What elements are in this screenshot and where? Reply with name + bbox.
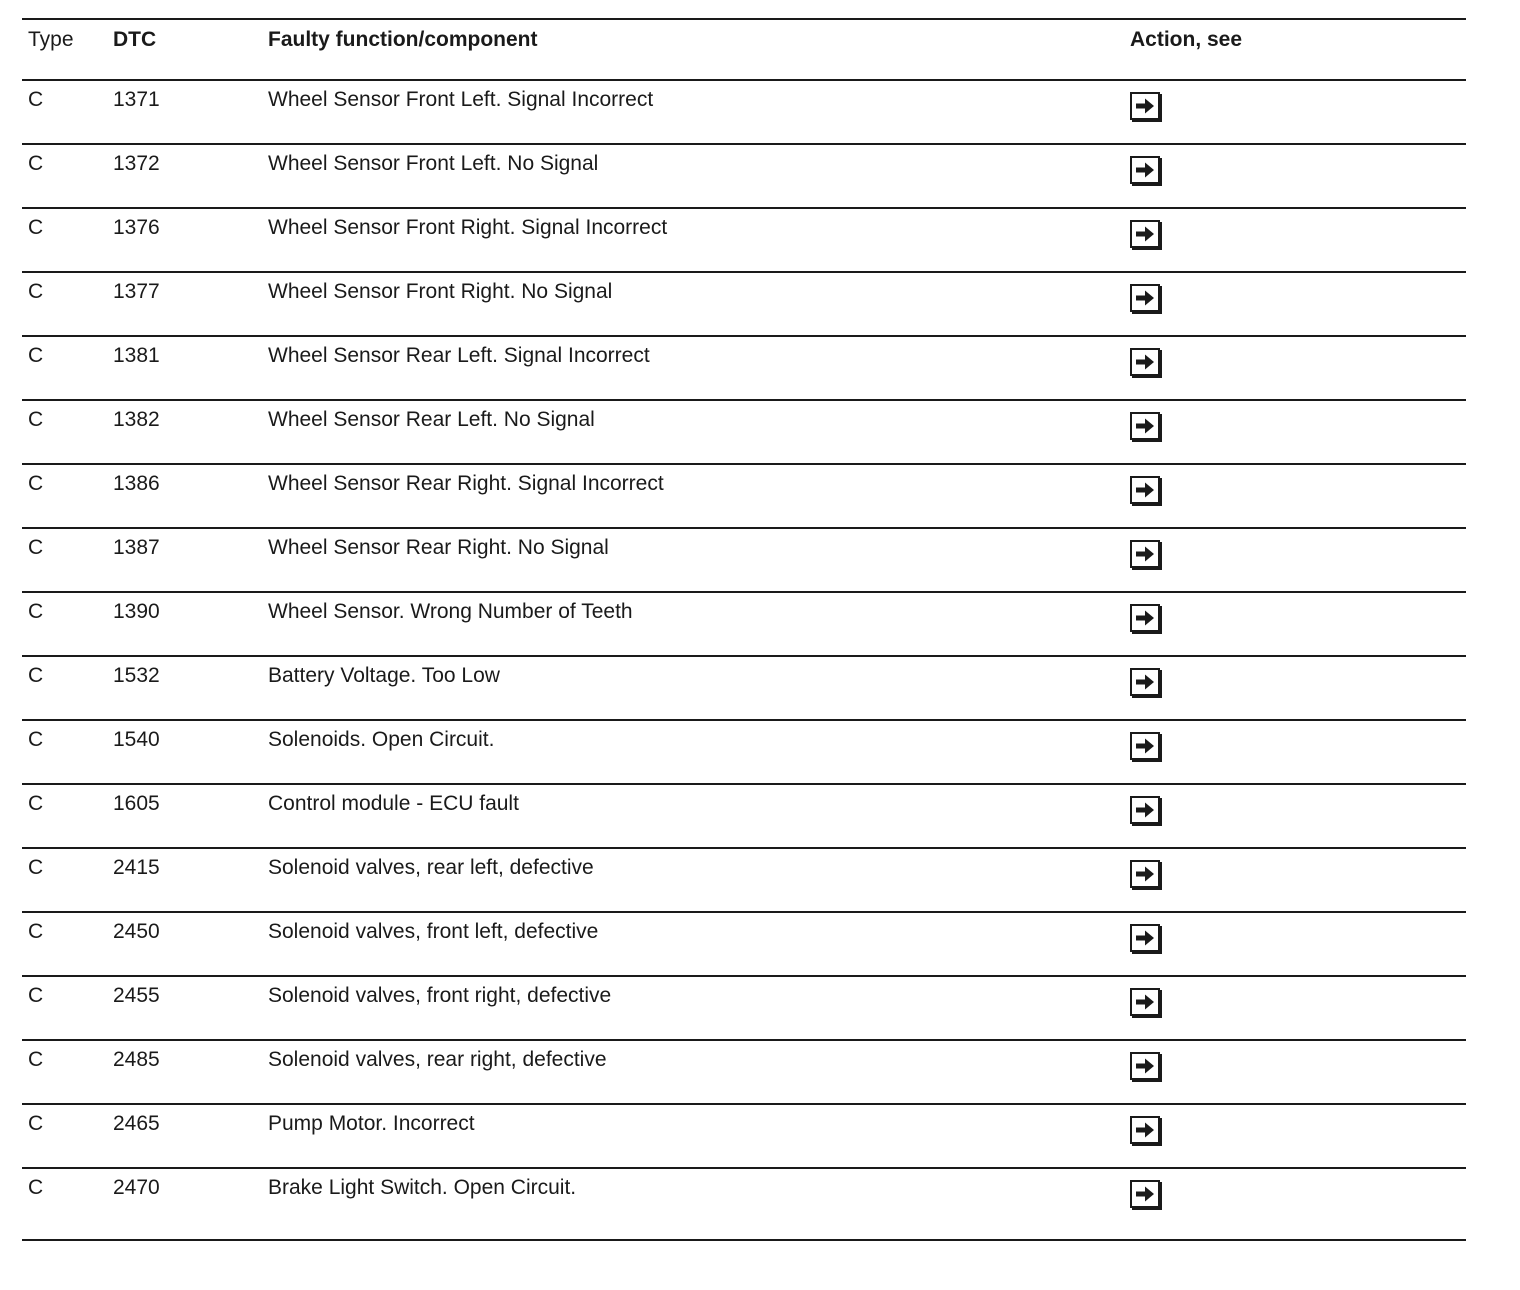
row-dtc: 1387 — [113, 536, 160, 559]
arrow-right-icon — [1135, 673, 1155, 691]
row-dtc: 1376 — [113, 216, 160, 239]
arrow-right-icon — [1135, 801, 1155, 819]
row-type: C — [28, 792, 44, 815]
row-dtc: 1371 — [113, 88, 160, 111]
row-function: Solenoids. Open Circuit. — [268, 728, 495, 751]
row-type: C — [28, 536, 44, 559]
action-link-button[interactable] — [1130, 156, 1160, 184]
table-row — [22, 465, 1466, 529]
row-function: Brake Light Switch. Open Circuit. — [268, 1176, 577, 1199]
row-type: C — [28, 920, 44, 943]
arrow-right-icon — [1135, 929, 1155, 947]
row-type: C — [28, 216, 44, 239]
arrow-right-icon — [1135, 993, 1155, 1011]
row-type: C — [28, 472, 44, 495]
row-function: Wheel Sensor Front Right. Signal Incorrect — [268, 216, 668, 239]
row-function: Wheel Sensor Front Left. Signal Incorrect — [268, 88, 654, 111]
action-link-button[interactable] — [1130, 860, 1160, 888]
action-link-button[interactable] — [1130, 732, 1160, 760]
table-row — [22, 81, 1466, 145]
table-row — [22, 337, 1466, 401]
row-dtc: 1382 — [113, 408, 160, 431]
row-function: Wheel Sensor Rear Left. No Signal — [268, 408, 595, 431]
action-link-button[interactable] — [1130, 988, 1160, 1016]
row-function: Wheel Sensor Front Left. No Signal — [268, 152, 599, 175]
action-link-button[interactable] — [1130, 540, 1160, 568]
table-row — [22, 593, 1466, 657]
arrow-right-icon — [1135, 97, 1155, 115]
arrow-right-icon — [1135, 545, 1155, 563]
row-dtc: 2455 — [113, 984, 160, 1007]
table-header — [22, 20, 1466, 81]
arrow-right-icon — [1135, 609, 1155, 627]
row-type: C — [28, 280, 44, 303]
row-type: C — [28, 856, 44, 879]
action-link-button[interactable] — [1130, 1116, 1160, 1144]
table-row — [22, 273, 1466, 337]
arrow-right-icon — [1135, 737, 1155, 755]
arrow-right-icon — [1135, 1057, 1155, 1075]
row-type: C — [28, 1048, 44, 1071]
row-type: C — [28, 1112, 44, 1135]
action-link-button[interactable] — [1130, 1180, 1160, 1208]
row-type: C — [28, 88, 44, 111]
row-dtc: 1532 — [113, 664, 160, 687]
row-function: Wheel Sensor Front Right. No Signal — [268, 280, 613, 303]
table-row — [22, 401, 1466, 465]
row-dtc: 2470 — [113, 1176, 160, 1199]
arrow-right-icon — [1135, 481, 1155, 499]
row-function: Wheel Sensor. Wrong Number of Teeth — [268, 600, 633, 623]
row-function: Solenoid valves, front right, defective — [268, 984, 612, 1007]
row-dtc: 1540 — [113, 728, 160, 751]
row-type: C — [28, 664, 44, 687]
action-link-button[interactable] — [1130, 1052, 1160, 1080]
table-row — [22, 657, 1466, 721]
row-type: C — [28, 984, 44, 1007]
row-type: C — [28, 1176, 44, 1199]
table-row — [22, 785, 1466, 849]
table-row — [22, 1169, 1466, 1241]
row-type: C — [28, 600, 44, 623]
table-row — [22, 145, 1466, 209]
row-function: Wheel Sensor Rear Right. Signal Incorrect — [268, 472, 664, 495]
action-link-button[interactable] — [1130, 604, 1160, 632]
row-dtc: 1386 — [113, 472, 160, 495]
table-row — [22, 209, 1466, 273]
table-row — [22, 1041, 1466, 1105]
arrow-right-icon — [1135, 161, 1155, 179]
table-row — [22, 1105, 1466, 1169]
header-action: Action, see — [1130, 28, 1243, 51]
row-type: C — [28, 728, 44, 751]
row-dtc: 1381 — [113, 344, 160, 367]
table-row — [22, 849, 1466, 913]
arrow-right-icon — [1135, 1121, 1155, 1139]
action-link-button[interactable] — [1130, 476, 1160, 504]
action-link-button[interactable] — [1130, 924, 1160, 952]
arrow-right-icon — [1135, 865, 1155, 883]
action-link-button[interactable] — [1130, 284, 1160, 312]
action-link-button[interactable] — [1130, 92, 1160, 120]
table-body — [22, 81, 1466, 1241]
header-function: Faulty function/component — [268, 28, 538, 51]
row-function: Solenoid valves, front left, defective — [268, 920, 599, 943]
arrow-right-icon — [1135, 353, 1155, 371]
row-function: Control module - ECU fault — [268, 792, 519, 815]
row-dtc: 1390 — [113, 600, 160, 623]
row-type: C — [28, 344, 44, 367]
dtc-table — [22, 18, 1466, 1241]
row-function: Pump Motor. Incorrect — [268, 1112, 475, 1135]
row-dtc: 2415 — [113, 856, 160, 879]
row-function: Wheel Sensor Rear Left. Signal Incorrect — [268, 344, 650, 367]
row-type: C — [28, 152, 44, 175]
table-row — [22, 913, 1466, 977]
header-dtc: DTC — [113, 28, 157, 51]
row-type: C — [28, 408, 44, 431]
table-row — [22, 529, 1466, 593]
table-row — [22, 977, 1466, 1041]
arrow-right-icon — [1135, 225, 1155, 243]
header-type: Type — [28, 28, 74, 51]
row-dtc: 2450 — [113, 920, 160, 943]
row-dtc: 1372 — [113, 152, 160, 175]
action-link-button[interactable] — [1130, 348, 1160, 376]
row-dtc: 2465 — [113, 1112, 160, 1135]
action-link-button[interactable] — [1130, 220, 1160, 248]
action-link-button[interactable] — [1130, 668, 1160, 696]
arrow-right-icon — [1135, 1185, 1155, 1203]
row-function: Wheel Sensor Rear Right. No Signal — [268, 536, 609, 559]
row-dtc: 2485 — [113, 1048, 160, 1071]
action-link-button[interactable] — [1130, 796, 1160, 824]
action-link-button[interactable] — [1130, 412, 1160, 440]
arrow-right-icon — [1135, 417, 1155, 435]
row-dtc: 1377 — [113, 280, 160, 303]
row-function: Solenoid valves, rear left, defective — [268, 856, 594, 879]
table-row — [22, 721, 1466, 785]
row-function: Solenoid valves, rear right, defective — [268, 1048, 607, 1071]
arrow-right-icon — [1135, 289, 1155, 307]
row-function: Battery Voltage. Too Low — [268, 664, 500, 687]
row-dtc: 1605 — [113, 792, 160, 815]
